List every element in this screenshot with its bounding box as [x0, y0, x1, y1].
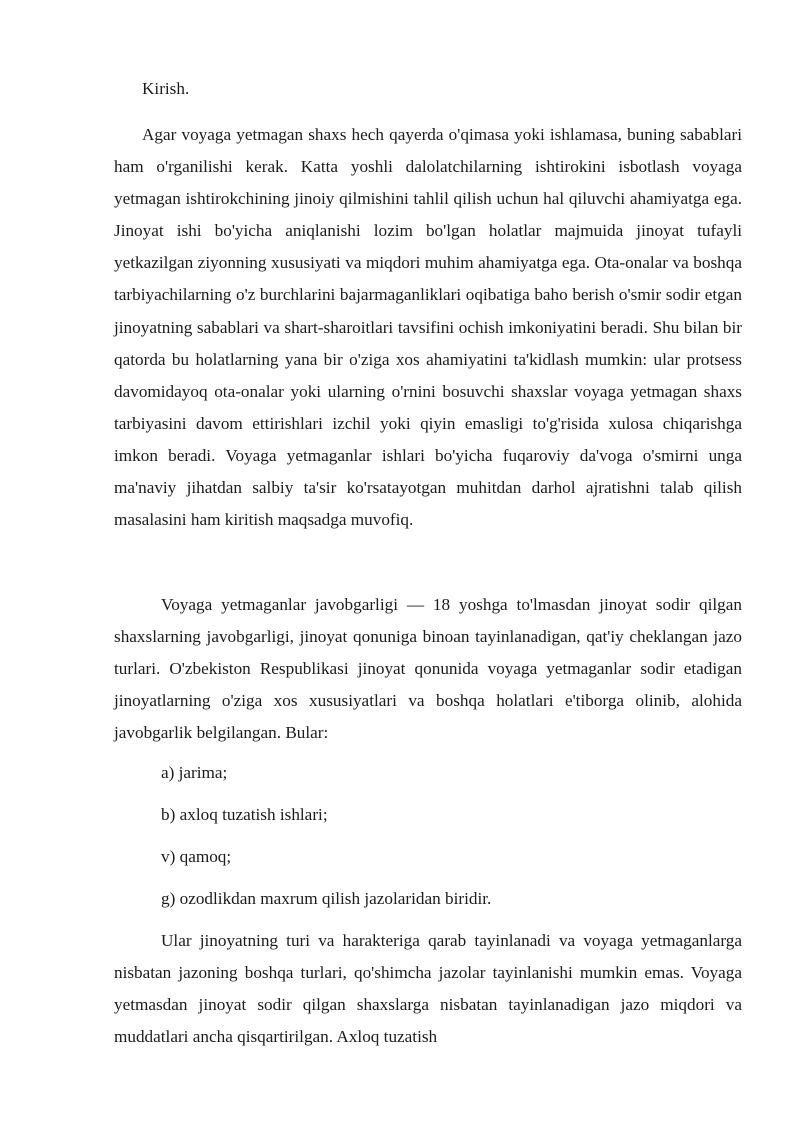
list-item: v) qamoq; [161, 847, 232, 866]
list-item: b) axloq tuzatish ishlari; [161, 805, 328, 824]
paragraph-intro: Agar voyaga yetmagan shaxs hech qayerda o'qimasa yoki ishlamasa, buning sabablari ham o'rganilishi kerak. Katta yoshli dalolatchilarning ishtirokini isbotlash voyaga yetmagan ishtirokchining jinoiy qilmishini tahlil qilish uchun hal qiluvchi ahamiyatga ega. Jinoyat ishi bo'yicha aniqlanishi lozim bo'lgan holatlar majmuida jinoyat tufayli yetkazilgan ziyonning xususiyati va miqdori muhim ahamiyatga ega. Ota-onalar va boshqa tarbiyachilarning o'z burchlarini bajarmaganliklari oqibatiga baho berish o'smir sodir etgan jinoyatning sabablari va shart-sharoitlari tavsifini ochish imkoniyatini beradi. Shu bilan bir qatorda bu holatlarning yana bir o'ziga xos ahamiyatini ta'kidlash mumkin: ular protsess davomidayoq ota-onalar yoki ularning o'rnini bosuvchi shaxslar voyaga yetmagan shaxs tarbiyasini davom ettirishlari izchil yoki qiyin emasligi to'g'risida xulosa chiqarishga imkon beradi. Voyaga yetmaganlar ishlari bo'yicha fuqaroviy da'voga o'smirni unga ma'naviy jihatdan salbiy ta'sir ko'rsatayotgan muhitdan darhol ajratishni talab qilish masalasini ham kiritish maqsadga muvofiq. [114, 125, 742, 530]
paragraph-conclusion: Ular jinoyatning turi va harakteriga qarab tayinlanadi va voyaga yetmaganlarga nisbatan jazoning boshqa turlari, qo'shimcha jazolar tayinlanishi mumkin emas. Voyaga yetmasdan jinoyat sodir qilgan shaxslarga nisbatan tayinlanadigan jazo miqdori va muddatlari ancha qisqartirilgan. Axloq tuzatish [114, 931, 742, 1047]
section-heading: Kirish. [142, 79, 190, 98]
list-item: g) ozodlikdan maxrum qilish jazolaridan biridir. [161, 889, 492, 908]
list-item: a) jarima; [161, 763, 228, 782]
paragraph-responsibility: Voyaga yetmaganlar javobgarligi — 18 yoshga to'lmasdan jinoyat sodir qilgan shaxslarning javobgarligi, jinoyat qonuniga binoan tayinlanadigan, qat'iy cheklangan jazo turlari. O'zbekiston Respublikasi jinoyat qonunida voyaga yetmaganlar sodir etadigan jinoyatlarning o'ziga xos xususiyatlari va boshqa holatlari e'tiborga olinib, alohida javobgarlik belgilangan. Bular: [114, 595, 742, 743]
punishment-list [161, 757, 491, 925]
